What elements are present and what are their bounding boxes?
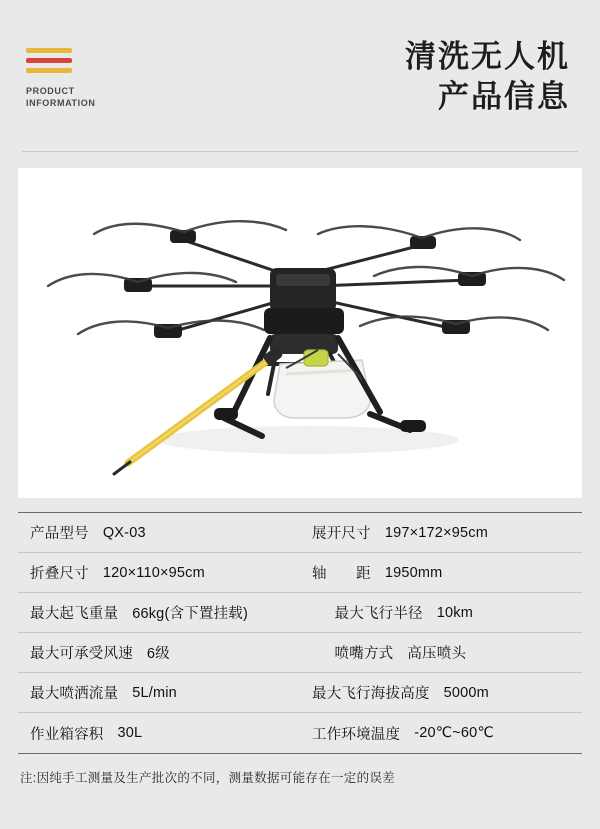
table-row bbox=[18, 673, 582, 713]
spec-label: 最大飞行海拔高度 bbox=[312, 686, 430, 702]
table-row bbox=[18, 513, 582, 553]
spec-cell-operating-temperature bbox=[300, 713, 582, 753]
spec-cell-max-spray-flow bbox=[18, 673, 300, 712]
spec-cell-max-altitude bbox=[300, 673, 582, 712]
spec-label: 最大喷洒流量 bbox=[30, 686, 119, 702]
drone-illustration bbox=[18, 168, 582, 498]
spec-cell-wheelbase bbox=[300, 553, 582, 592]
spec-value: 10km bbox=[436, 604, 474, 621]
page-header bbox=[0, 0, 600, 152]
spec-value: 高压喷头 bbox=[407, 646, 467, 662]
brand-bars-icon bbox=[26, 48, 95, 73]
spec-label: 作业箱容积 bbox=[30, 726, 104, 743]
header-divider bbox=[22, 151, 578, 152]
spec-value: -20℃~60℃ bbox=[414, 725, 494, 741]
spec-cell-nozzle-type bbox=[323, 633, 582, 672]
spec-value: 197×172×95cm bbox=[384, 524, 488, 541]
brand-bar-1 bbox=[26, 48, 72, 53]
spec-value: 5000m bbox=[443, 684, 489, 701]
spec-label: 轴 距 bbox=[312, 566, 371, 582]
specifications-table bbox=[18, 512, 582, 754]
page-title-main: 清洗无人机 bbox=[405, 39, 570, 74]
page-title bbox=[405, 37, 578, 117]
spec-cell-tank-capacity bbox=[18, 713, 300, 753]
spec-label: 产品型号 bbox=[30, 526, 89, 542]
table-row bbox=[18, 593, 582, 633]
spec-cell-model bbox=[18, 513, 300, 552]
spec-cell-folded-size bbox=[18, 553, 300, 592]
spec-value: 66kg(含下置挂载) bbox=[132, 606, 249, 622]
brand-bar-3 bbox=[26, 68, 72, 73]
table-row bbox=[18, 633, 582, 673]
spec-label: 最大可承受风速 bbox=[30, 646, 133, 662]
spec-label: 工作环境温度 bbox=[312, 726, 401, 743]
table-row bbox=[18, 713, 582, 753]
brand-bar-2 bbox=[26, 58, 72, 63]
spec-value: 5L/min bbox=[132, 684, 177, 701]
spec-value: 30L bbox=[117, 725, 143, 741]
spec-label: 折叠尺寸 bbox=[30, 566, 89, 582]
spec-value: 1950mm bbox=[384, 564, 443, 581]
spec-cell-max-takeoff-weight bbox=[18, 593, 323, 632]
brand-label bbox=[26, 85, 95, 109]
spec-cell-max-wind-speed bbox=[18, 633, 323, 672]
spec-value: 6级 bbox=[146, 646, 170, 662]
spec-label: 展开尺寸 bbox=[312, 526, 371, 542]
spec-value: 120×110×95cm bbox=[102, 564, 205, 581]
spec-label: 最大飞行半径 bbox=[334, 606, 423, 622]
measurement-note: 注:因纯手工测量及生产批次的不同，测量数据可能存在一定的误差 bbox=[20, 771, 395, 785]
spec-label: 最大起飞重量 bbox=[30, 606, 119, 622]
brand-block bbox=[22, 48, 95, 109]
spec-value: QX-03 bbox=[102, 524, 146, 541]
brand-label-line1: PRODUCT bbox=[26, 85, 75, 96]
spec-cell-max-flight-radius bbox=[323, 593, 582, 632]
spec-label: 喷嘴方式 bbox=[334, 646, 394, 662]
spec-cell-unfolded-size bbox=[300, 513, 582, 552]
product-photo bbox=[18, 168, 582, 498]
table-row bbox=[18, 553, 582, 593]
brand-label-line2: INFORMATION bbox=[26, 97, 96, 108]
page-title-sub: 产品信息 bbox=[438, 79, 570, 114]
